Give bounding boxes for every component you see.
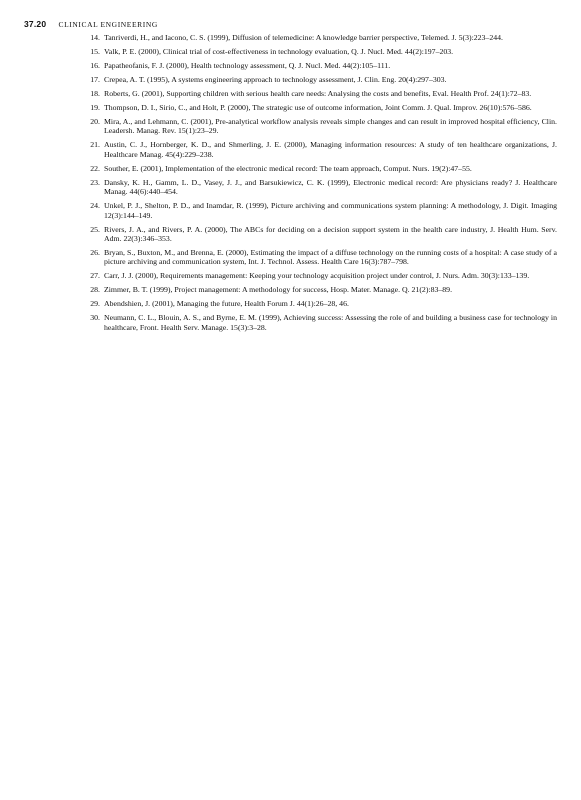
reference-item: [84, 140, 557, 159]
reference-number: 21.: [90, 140, 100, 150]
reference-number: 30.: [90, 313, 100, 323]
reference-item: [84, 248, 557, 267]
page-number: 37.20: [24, 19, 47, 29]
reference-number: 20.: [90, 117, 100, 126]
reference-text: Roberts, G. (2001), Supporting children with serious health care needs: Analysing the costs and benefits, Eval. Health Prof. 24(1):72–83.: [104, 89, 532, 98]
reference-text: Thompson, D. I., Sirio, C., and Holt, P. (2000), The strategic use of outcome information, Joint Comm. J. Qual. Improv. 26(10):576–586.: [104, 103, 532, 112]
reference-number: 17.: [90, 75, 100, 84]
reference-number: 22.: [90, 163, 100, 173]
reference-number: 29.: [90, 299, 100, 309]
reference-item: [84, 271, 557, 280]
reference-text: Austin, C. J., Hornberger, K. D., and Shmerling, J. E. (2000), Managing information resources: A study of ten healthcare organizations, J. Healthcare Manag. 45(4):229–238.: [104, 140, 557, 159]
running-title: CLINICAL ENGINEERING: [58, 20, 158, 29]
reference-number: 15.: [90, 47, 100, 56]
reference-text: Valk, P. E. (2000), Clinical trial of cost-effectiveness in technology evaluation, Q. J. Nucl. Med. 44(2):197–203.: [104, 47, 454, 56]
reference-item: [84, 103, 557, 112]
reference-text: Unkel, P. J., Shelton, P. D., and Inamdar, R. (1999), Picture archiving and communications system planning: A methodology, J. Digit. Imaging 12(3):144–149.: [104, 201, 557, 220]
reference-item: [84, 225, 557, 244]
reference-text: Crepea, A. T. (1995), A systems engineering approach to technology assessment, J. Clin. Eng. 20(4):297–303.: [104, 75, 447, 84]
reference-text: Carr, J. J. (2000), Requirements management: Keeping your technology acquisition project under control, J. Nurs. Adm. 30(3):133–139.: [104, 271, 530, 281]
reference-number: 14.: [90, 33, 100, 42]
reference-number: 27.: [90, 271, 100, 281]
reference-number: 25.: [90, 224, 100, 234]
reference-text: Zimmer, B. T. (1999), Project management: A methodology for success, Hosp. Mater. Manage. Q. 21(2):83–89.: [104, 285, 453, 295]
reference-text: Rivers, J. A., and Rivers, P. A. (2000), The ABCs for deciding on a decision support system in the health care industry, J. Health Hum. Serv. Adm. 22(3):346–353.: [104, 224, 557, 244]
reference-text: Papatheofanis, F. J. (2000), Health technology assessment, Q. J. Nucl. Med. 44(2):105–111.: [104, 61, 391, 70]
reference-number: 23.: [90, 177, 100, 187]
reference-item: [84, 33, 557, 42]
reference-number: 18.: [90, 89, 100, 98]
reference-item: [84, 61, 557, 70]
reference-item: [84, 117, 557, 136]
reference-item: [84, 201, 557, 220]
reference-item: [84, 299, 557, 308]
reference-text: Tanriverdi, H., and Iacono, C. S. (1999), Diffusion of telemedicine: A knowledge barrier perspective, Telemed. J. 5(3):223–244.: [104, 33, 503, 42]
reference-text: Mira, A., and Lehmann, C. (2001), Pre-analytical workflow analysis reveals simple changes and can result in improved hospital efficiency, Clin. Leadersh. Manag. Rev. 15(1):23–29.: [104, 117, 557, 136]
reference-item: [84, 178, 557, 197]
reference-item: [84, 285, 557, 294]
reference-number: 19.: [90, 103, 100, 112]
reference-item: [84, 313, 557, 332]
reference-item: [84, 47, 557, 56]
reference-list: [84, 33, 557, 337]
running-header: [24, 19, 158, 29]
reference-number: 28.: [90, 285, 100, 295]
reference-text: Dansky, K. H., Gamm, L. D., Vasey, J. J., and Barsukiewicz, C. K. (1999), Electronic medical record: Are physicians ready? J. Healthcare Manag. 44(6):440–454.: [104, 177, 557, 197]
reference-item: [84, 75, 557, 84]
reference-item: [84, 89, 557, 98]
reference-number: 26.: [90, 248, 100, 258]
reference-item: [84, 164, 557, 173]
reference-text: Souther, E. (2001), Implementation of the electronic medical record: The team approach, Comput. Nurs. 19(2):47–55.: [104, 163, 472, 173]
reference-text: Neumann, C. L., Blouin, A. S., and Byrne, E. M. (1999), Achieving success: Assessing the role of and building a business case for technology in healthcare, Front. Health Serv. Manage. 15(3):3–28.: [104, 313, 557, 332]
reference-text: Abendshien, J. (2001), Managing the future, Health Forum J. 44(1):26–28, 46.: [104, 299, 349, 309]
reference-number: 24.: [90, 201, 100, 211]
reference-text: Bryan, S., Buxton, M., and Brenna, E. (2000), Estimating the impact of a diffuse technology on the running costs of a hospital: A case study of a picture archiving and communication system, Int. J. Technol. Assess. Health Care 16(3):787–798.: [104, 248, 557, 267]
reference-number: 16.: [90, 61, 100, 70]
